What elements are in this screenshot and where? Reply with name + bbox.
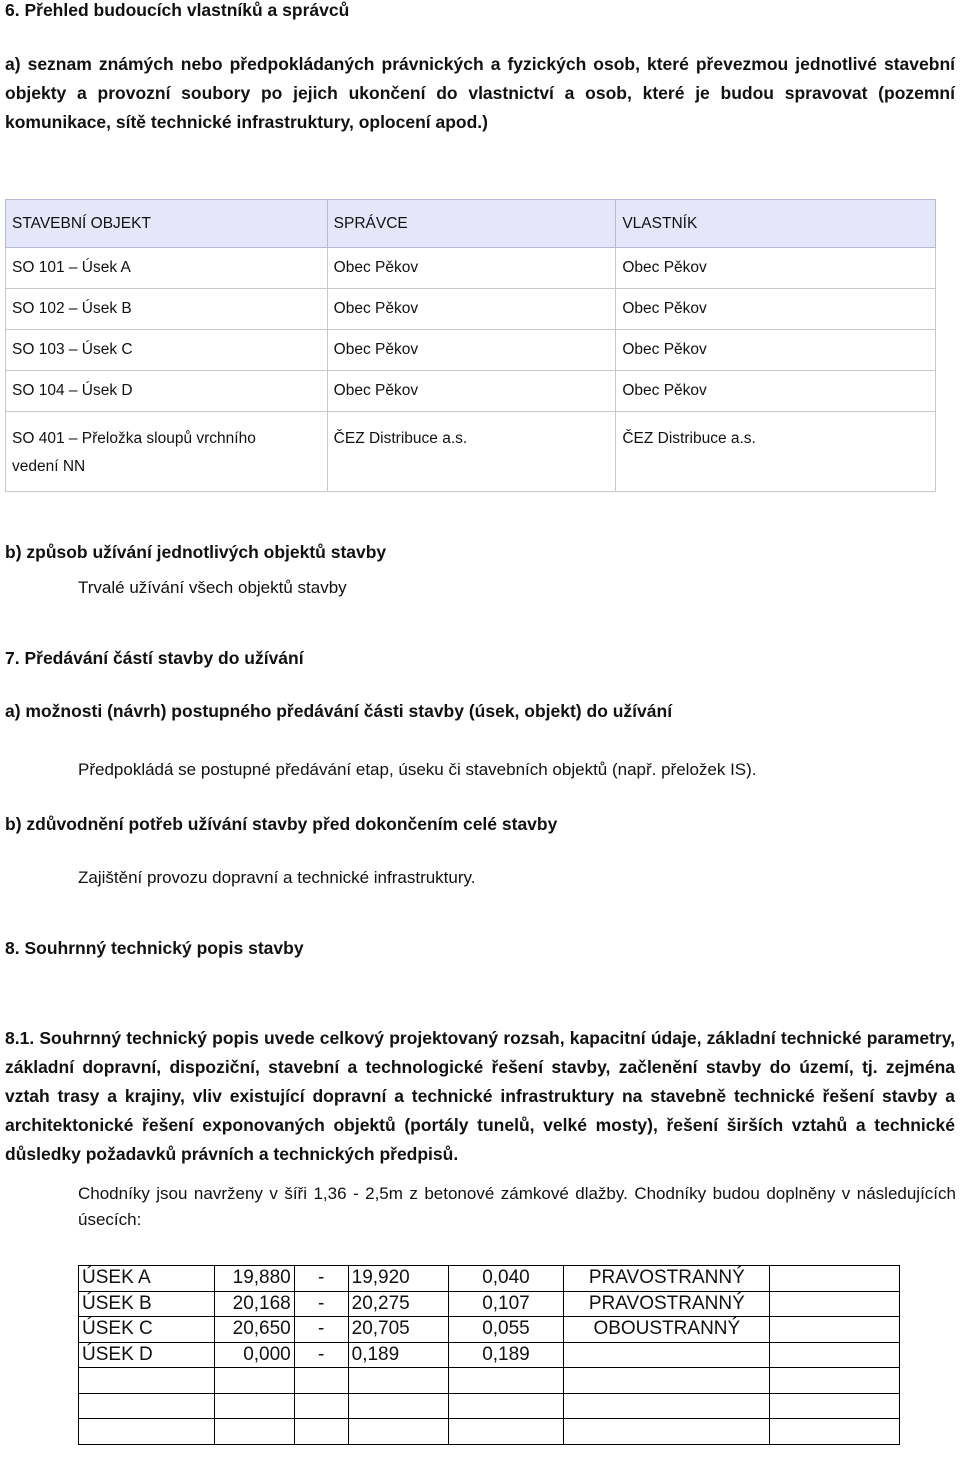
section-name: ÚSEK A (79, 1266, 215, 1292)
section-from: 0,000 (214, 1342, 294, 1368)
section-to: 20,705 (348, 1317, 448, 1343)
table-row (6, 330, 936, 371)
table-row (79, 1393, 900, 1419)
table-cell (770, 1419, 900, 1445)
section-8-1-text: 8.1. Souhrnný technický popis uvede celkový projektovaný rozsah, kapacitní údaje, základní technické parametry, základní dopravní, dispoziční, stavební a technologické řešení stavby, začlenění stavby do území, tj. zejména vztah trasy a krajiny, vliv existující dopravní a technické infrastruktury na stavebně technické řešení stavby a architektonické řešení exponovaných objektů (portály tunelů, velké mosty), řešení širších vztahů a technické důsledky požadavků právních a technických předpisů. (5, 1028, 955, 1164)
table-cell: ČEZ Distribuce a.s. (327, 412, 616, 492)
table-cell: Obec Pěkov (327, 371, 616, 412)
section-6-heading: 6. Přehled budoucích vlastníků a správců (5, 0, 350, 20)
owners-table (5, 199, 936, 492)
section-side: PRAVOSTRANNÝ (564, 1291, 770, 1317)
table-cell (214, 1393, 294, 1419)
table-cell: Obec Pěkov (327, 330, 616, 371)
table-cell (348, 1419, 448, 1445)
section-length: 0,107 (448, 1291, 564, 1317)
table-cell: SO 104 – Úsek D (6, 371, 328, 412)
table-row (79, 1291, 900, 1317)
table-cell: Obec Pěkov (616, 330, 936, 371)
table-cell (79, 1368, 215, 1394)
section-length: 0,189 (448, 1342, 564, 1368)
section-8-heading: 8. Souhrnný technický popis stavby (5, 938, 304, 958)
table-cell (79, 1419, 215, 1445)
table-cell (294, 1393, 348, 1419)
section-7b-text: Zajištění provozu dopravní a technické infrastruktury. (78, 868, 476, 887)
section-to: 20,275 (348, 1291, 448, 1317)
table-cell (448, 1368, 564, 1394)
table-row (6, 248, 936, 289)
table-cell: Obec Pěkov (327, 289, 616, 330)
table-cell: SO 103 – Úsek C (6, 330, 328, 371)
section-dash: - (294, 1266, 348, 1292)
table-cell (294, 1419, 348, 1445)
table-cell: Obec Pěkov (327, 248, 616, 289)
section-7a-text: Předpokládá se postupné předávání etap, úseku či stavebních objektů (např. přeložek IS). (78, 760, 757, 779)
section-6a-text: a) seznam známých nebo předpokládaných právnických a fyzických osob, které převezmou jednotlivé stavební objekty a provozní soubory po jejich ukončení do vlastnictví a osob, které je budou spravovat (pozemní komunikace, sítě technické infrastruktury, oplocení apod.) (5, 54, 955, 132)
section-dash: - (294, 1342, 348, 1368)
table-cell (214, 1368, 294, 1394)
owners-table-header (6, 200, 936, 248)
section-7b-heading: b) zdůvodnění potřeb užívání stavby před dokončením celé stavby (5, 814, 558, 834)
chodniky-text: Chodníky jsou navrženy v šíři 1,36 - 2,5m z betonové zámkové dlažby. Chodníky budou doplněny v následujících úsecích: (78, 1184, 956, 1229)
table-row (79, 1419, 900, 1445)
table-cell (294, 1368, 348, 1394)
section-side: OBOUSTRANNÝ (564, 1317, 770, 1343)
table-cell (564, 1368, 770, 1394)
table-cell (770, 1342, 900, 1368)
section-name: ÚSEK B (79, 1291, 215, 1317)
section-name: ÚSEK C (79, 1317, 215, 1343)
header-cell: VLASTNÍK (616, 200, 936, 248)
table-cell (448, 1393, 564, 1419)
table-row (6, 412, 936, 492)
section-side (564, 1342, 770, 1368)
sidewalk-sections-table (78, 1265, 900, 1445)
table-cell (214, 1419, 294, 1445)
table-cell (770, 1368, 900, 1394)
table-row (79, 1368, 900, 1394)
section-side: PRAVOSTRANNÝ (564, 1266, 770, 1292)
table-cell (564, 1419, 770, 1445)
section-from: 20,650 (214, 1317, 294, 1343)
section-dash: - (294, 1317, 348, 1343)
table-cell (770, 1266, 900, 1292)
table-cell (348, 1368, 448, 1394)
section-name: ÚSEK D (79, 1342, 215, 1368)
table-cell (79, 1393, 215, 1419)
section-from: 19,880 (214, 1266, 294, 1292)
table-cell (770, 1393, 900, 1419)
table-cell: SO 401 – Přeložka sloupů vrchního vedení NN (6, 412, 328, 492)
section-length: 0,055 (448, 1317, 564, 1343)
section-dash: - (294, 1291, 348, 1317)
table-cell (770, 1291, 900, 1317)
table-cell (448, 1419, 564, 1445)
table-cell: SO 101 – Úsek A (6, 248, 328, 289)
section-length: 0,040 (448, 1266, 564, 1292)
table-row (79, 1342, 900, 1368)
table-cell: ČEZ Distribuce a.s. (616, 412, 936, 492)
table-row (6, 289, 936, 330)
table-cell: Obec Pěkov (616, 248, 936, 289)
section-to: 19,920 (348, 1266, 448, 1292)
section-7a-heading: a) možnosti (návrh) postupného předávání části stavby (úsek, objekt) do užívání (5, 701, 673, 721)
table-cell (770, 1317, 900, 1343)
table-row (6, 371, 936, 412)
table-cell: SO 102 – Úsek B (6, 289, 328, 330)
section-to: 0,189 (348, 1342, 448, 1368)
section-6b-heading: b) způsob užívání jednotlivých objektů stavby (5, 542, 387, 562)
header-cell: STAVEBNÍ OBJEKT (6, 200, 328, 248)
table-row (79, 1317, 900, 1343)
section-6b-text: Trvalé užívání všech objektů stavby (78, 578, 347, 597)
section-from: 20,168 (214, 1291, 294, 1317)
table-cell: Obec Pěkov (616, 371, 936, 412)
header-cell: SPRÁVCE (327, 200, 616, 248)
table-cell (564, 1393, 770, 1419)
section-7-heading: 7. Předávání částí stavby do užívání (5, 648, 304, 668)
table-cell: Obec Pěkov (616, 289, 936, 330)
table-cell (348, 1393, 448, 1419)
table-row (79, 1266, 900, 1292)
